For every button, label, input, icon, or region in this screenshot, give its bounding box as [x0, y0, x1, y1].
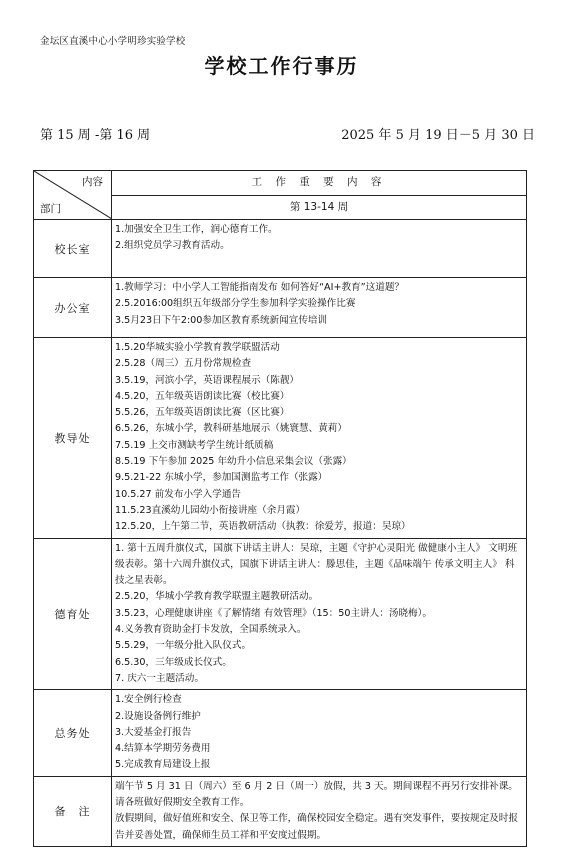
list-item: 1.5.20华城实验小学教育教学联盟活动 — [115, 342, 280, 353]
dept-label: 办公室 — [34, 278, 112, 338]
list-item: 2.组织党员学习教育活动。 — [115, 240, 230, 252]
week-range: 第 15 周 -第 16 周 — [40, 128, 151, 143]
page-title: 学校工作行事历 — [204, 54, 359, 78]
row-moral-education — [34, 538, 527, 690]
list-item: 1.加强安全卫生工作，润心德育工作。 — [115, 224, 278, 235]
list-item: 3.大爱基金打报告 — [115, 726, 192, 738]
items-cell — [112, 338, 527, 539]
dept-label: 德育处 — [34, 538, 112, 690]
corner-label-content: 内容 — [82, 176, 103, 188]
row-general-affairs — [34, 690, 527, 776]
items-cell — [112, 220, 527, 278]
list-item: 2.5.20，华城小学教育教学联盟主题教研活动。 — [115, 591, 319, 603]
row-principal — [34, 220, 527, 278]
list-item: 3.5.23，心理健康讲座《了解情绪 有效管理》（15：50主讲人：汤晓梅）。 — [115, 607, 433, 619]
table-heading: 工 作 重 要 内 容 — [112, 171, 527, 196]
list-item: 3.5.19，河滨小学，英语课程展示（陈靓） — [115, 374, 300, 386]
row-teaching — [34, 338, 527, 539]
list-item: 1.安全例行检查 — [115, 694, 182, 706]
corner-cell — [34, 171, 112, 220]
items-cell — [112, 278, 527, 338]
list-item: 2.5.2016:00组织五年级部分学生参加科学实验操作比赛 — [115, 298, 356, 310]
table-subheading: 第 13-14 周 — [112, 195, 527, 220]
list-item: 10.5.27 前发布小学入学通告 — [115, 488, 242, 500]
list-item: 2.设施设备例行维护 — [115, 710, 201, 722]
list-item: 3.5月23日下午2:00参加区教育系统新闻宣传培训 — [115, 314, 328, 326]
dept-label: 校长室 — [34, 220, 112, 278]
list-item: 5.完成教育局建设上报 — [115, 759, 211, 771]
list-item: 7. 庆六一主题活动。 — [115, 672, 204, 684]
list-item: 5.5.26，五年级英语朗读比赛（区比赛） — [115, 407, 290, 419]
items-cell — [112, 776, 527, 846]
note-paragraph: 放假期间，做好值班和安全、保卫等工作，确保校园安全稳定。遇有突发事件，要按规定及时报告并妥善处置，确保师生员工祥和平安度过假期。 — [115, 813, 518, 841]
list-item: 4.结算本学期劳务费用 — [115, 743, 211, 755]
row-office — [34, 278, 527, 338]
list-item: 9.5.21-22 东城小学，参加国测监考工作（张露） — [115, 472, 328, 484]
list-item: 5.5.29，一年级分批入队仪式。 — [115, 640, 252, 652]
note-paragraph: 端午节 5 月 31 日（周六）至 6 月 2 日（周一）放假，共 3 天。期间课程不再另行安排补课。请各班做好假期安全教育工作。 — [115, 780, 518, 809]
list-item: 6.5.26，东城小学，教科研基地展示（姚寰慧、黄莉） — [115, 423, 347, 435]
list-item: 6.5.30，三年级成长仪式。 — [115, 656, 232, 668]
date-range: 2025 年 5 月 19 日－5 月 30 日 — [341, 128, 535, 143]
list-item: 2.5.28（周三）五月份常规检查 — [115, 358, 252, 370]
list-item: 1.教师学习：中小学人工智能指南发布 如何答好“AI+教育”这道题？ — [115, 282, 405, 293]
list-item: 12.5.20，上午第二节，英语教研活动（执教：徐爱芳，报道：吴琼） — [115, 521, 411, 533]
dept-label: 教导处 — [34, 338, 112, 539]
row-notes — [34, 776, 527, 846]
items-cell — [112, 690, 527, 776]
list-item: 4.义务教育资助金打卡发放，全国系统录入。 — [115, 624, 307, 636]
list-item: 1. 第十五周升旗仪式，国旗下讲话主讲人：吴琼，主题《守护心灵阳光 做健康小主人》 文明班级表彰。第十六周升旗仪式，国旗下讲话主讲人：滕思佳，主题《品味端午 传承文明主人》 科技之星表彰。 — [115, 542, 518, 587]
school-name: 金坛区直溪中心小学明珍实验学校 — [40, 36, 186, 47]
dept-label: 总务处 — [34, 690, 112, 776]
corner-label-department: 部门 — [40, 203, 61, 215]
list-item: 8.5.19 下午参加 2025 年幼升小信息采集会议（张露） — [115, 456, 352, 468]
calendar-table — [33, 170, 527, 847]
items-cell — [112, 538, 527, 690]
list-item: 7.5.19 上交市测缺考学生统计纸质稿 — [115, 439, 274, 451]
list-item: 4.5.20，五年级英语朗读比赛（校比赛） — [115, 390, 290, 402]
list-item: 11.5.23直溪幼儿园幼小衔接讲座（余月霞） — [115, 504, 306, 516]
dept-label: 备 注 — [34, 776, 112, 846]
